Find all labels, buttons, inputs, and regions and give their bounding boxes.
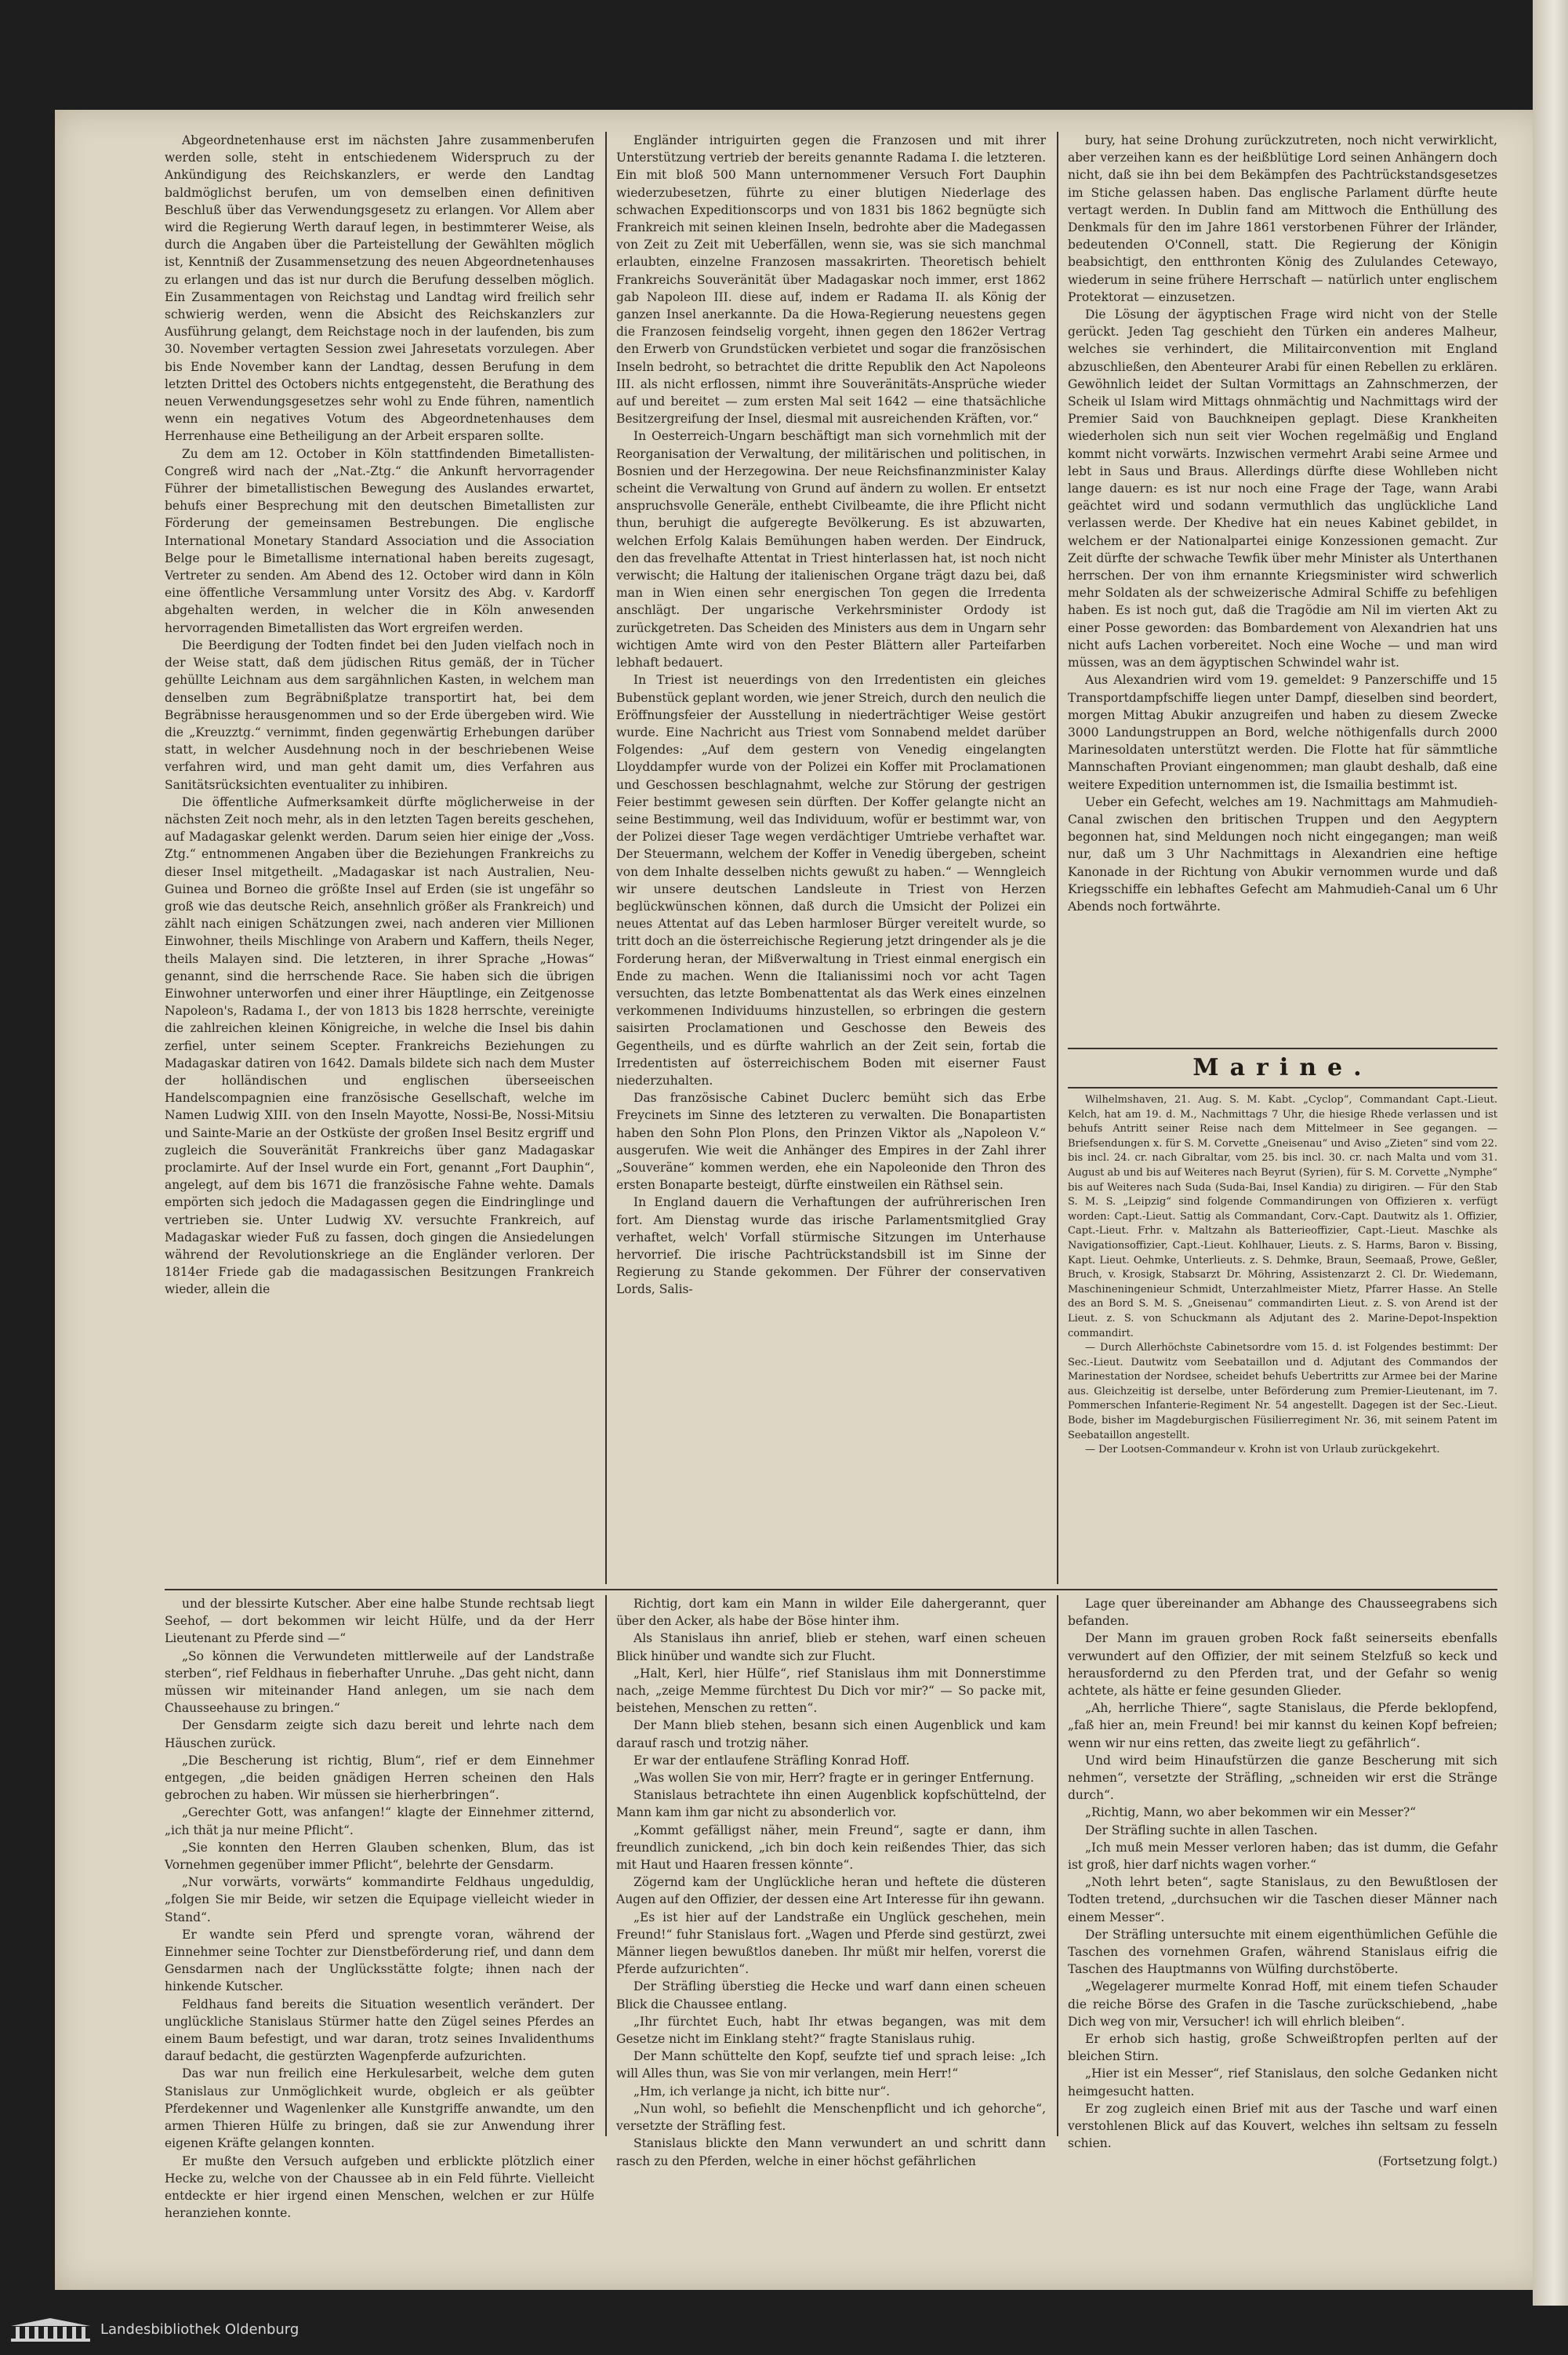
library-footer-bar — [0, 2306, 1568, 2355]
news-column-2 — [616, 132, 1046, 1584]
marine-top-rule — [1068, 1048, 1497, 1049]
paragraph: „Wegelagerer murmelte Konrad Hoff, mit einem tiefen Schauder die reiche Börse des Grafen in die Tasche zurückschiebend, „habe Dich weg von mir, Versucher! ich will ehrlich bleiben“. — [1068, 1979, 1497, 2029]
paragraph: und der blessirte Kutscher. Aber eine halbe Stunde rechtsab liegt Seehof, — dort bekommen wir leicht Hülfe, und da der Herr Lieutenant zu Pferde sind —“ — [165, 1597, 594, 1646]
paragraph: „So können die Verwundeten mittlerweile auf der Landstraße sterben“, rief Feldhaus in fieberhafter Unruhe. „Das geht nicht, dann müssen wir miteinander Hand anlegen, um sie nach dem Chausseehause zu bringen.“ — [165, 1648, 594, 1716]
paragraph: (Fortsetzung folgt.) — [1377, 2153, 1497, 2168]
paragraph: „Halt, Kerl, hier Hülfe“, rief Stanislaus ihm mit Donnerstimme nach, „zeige Memme fürchtest Du Dich vor mir?“ — So packe mit, beistehen, Menschen zu retten“. — [616, 1666, 1046, 1716]
paragraph: Die Beerdigung der Todten findet bei den Juden vielfach noch in der Weise statt, daß dem jüdischen Ritus gemäß, der in Tücher gehüllte Leichnam aus dem sargähnlichen Kasten, in welchem man denselben zum Begräbnißplatze transportirt hat, bei dem Begräbnisse herausgenommen und so der Erde übergeben wird. Wie die „Kreuzztg.“ vernimmt, finden gegenwärtig Erhebungen darüber statt, in welcher Ausdehnung noch in der beschriebenen Weise verfahren wird, und man geht damit um, dies Verfahren aus Sanitätsrücksichten eventualiter zu inhibiren. — [165, 638, 594, 792]
paragraph: „Die Bescherung ist richtig, Blum“, rief er dem Einnehmer entgegen, „die beiden gnädigen Herren scheinen den Hals gebrochen zu haben. Wir müssen sie hierherbringen“. — [165, 1753, 594, 1803]
paragraph: Das französische Cabinet Duclerc bemüht sich das Erbe Freycinets im Sinne des letzteren zu verwalten. Die Bonapartisten haben den Sohn Plon Plons, den Prinzen Viktor als „Napoleon V.“ ausgerufen. Wie weit die Anhänger des Empires in der Zahl ihrer „Souveräne“ kommen werden, ehe ein Napoleonide den Thron des ersten Bonaparte besteigt, dürfte einstweilen ein Räthsel sein. — [616, 1091, 1046, 1193]
paragraph: „Noth lehrt beten“, sagte Stanislaus, zu den Bewußtlosen der Todten tretend, „durchsuchen wir die Taschen dieser Männer nach einem Messer“. — [1068, 1875, 1497, 1924]
paragraph: Die öffentliche Aufmerksamkeit dürfte möglicherweise in der nächsten Zeit noch mehr, als in den letzten Tagen bereits geschehen, auf Madagaskar gelenkt werden. Darum seien hier einige der „Voss. Ztg.“ entnommenen Angaben über die Beziehungen Frankreichs zu dieser Insel mitgetheilt. „Madagaskar ist nach Australien, Neu-Guinea und Borneo die größte Insel auf Erden (sie ist ungefähr so groß wie das deutsche Reich, ansehnlich größer als Frankreich) und zählt nach einigen Schätzungen zwei, nach anderen vier Millionen Einwohner, theils Mischlinge von Arabern und Kaffern, theils Neger, theils Malayen sind. Die letzteren, in ihrer Sprache „Howas“ genannt, sind die herrschende Race. Sie haben sich die übrigen Einwohner unterworfen und einer ihrer Häuptlinge, ein Zeitgenosse Napoleon's, Radama I., der von 1813 bis 1828 herrschte, vereinigte die zahlreichen kleinen Königreiche, in welche die Insel bis dahin zerfiel, unter seinem Scepter. Frankreichs Beziehungen zu Madagaskar datiren von 1642. Damals bildete sich nach dem Muster der holländischen und englischen überseeischen Handelscompagnien eine französische Gesellschaft, welche im Namen Ludwig XIII. von den Inseln Mayotte, Nossi-Be, Nossi-Mitsiu und Sainte-Marie an der Ostküste der großen Insel Besitz ergriff und zugleich die Souveränität Frankreichs über ganz Madagaskar proclamirte. Auf der Insel wurde ein Fort, genannt „Fort Dauphin“, angelegt, auf dem bis 1671 die französische Fahne wehte. Damals empörten sich jedoch die Madagassen gegen die Eindringlinge und vertrieben sie. Unter Ludwig XV. versuchte Frankreich, auf Madagaskar wieder Fuß zu fassen, doch gingen die Ansiedelungen während der Revolutionskriege an die Engländer verloren. Der 1814er Friede gab die madagassischen Besitzungen Frankreich wieder, allein die — [165, 794, 594, 1297]
paragraph: In Oesterreich-Ungarn beschäftigt man sich vornehmlich mit der Reorganisation der Verwaltung, der militärischen und politischen, in Bosnien und der Herzegowina. Der neue Reichsfinanzminister Kalay scheint die Verwaltung von Grund auf ändern zu wollen. Er entsetzt anspruchsvolle Generäle, enthebt Civilbeamte, die ihre Pflicht nicht thun, beruhigt die aufgeregte Bevölkerung. Es ist abzuwarten, welchen Erfolg Kalais Bemühungen haben werden. Der Eindruck, den das frevelhafte Attentat in Triest hinterlassen hat, ist noch nicht verwischt; die Haltung der italienischen Organe trägt dazu bei, daß man in Wien einen sehr energischen Ton gegen die Irredenta anschlägt. Der ungarische Verkehrsminister Ordody ist zurückgetreten. Das Scheiden des Ministers aus dem in Ungarn sehr wichtigen Amte wird von den Pester Blättern aller Parteifarben lebhaft bedauert. — [616, 429, 1046, 671]
paragraph: Die Lösung der ägyptischen Frage wird nicht von der Stelle gerückt. Jeden Tag geschieht den Türken ein anderes Malheur, welches sie verhindert, die Militairconvention mit England abzuschließen, den Abenteurer Arabi für einen Rebellen zu erklären. Gewöhnlich leidet der Sultan Vormittags an Zahnschmerzen, der Scheik ul Islam wird Mittags ohnmächtig und Nachmittags wird der Premier Said von Bauchkneipen geplagt. Diese Krankheiten wiederholen sich nun seit vier Wochen regelmäßig und England kommt nicht vorwärts. Inzwischen vermehrt Arabi seine Armee und lebt in Saus und Braus. Allerdings dürfte diese Wohlleben nicht lange dauern: es ist nur noch eine Frage der Tage, wann Arabi geächtet wird und sodann vermuthlich das unglückliche Land verlassen werde. Der Khedive hat ein neues Kabinet gebildet, in welchem er der Nationalpartei einige Konzessionen gemacht. Zur Zeit dürfte der schwache Tewfik über mehr Minister als Unterthanen herrschen. Der von ihm ernannte Kriegsminister wird schwerlich mehr Soldaten als der schweizerische Admiral Schiffe zu befehligen haben. Es ist noch gut, daß die Tragödie am Nil im vierten Akt zu einer Posse geworden: das Bombardement von Alexandrien hat uns nicht aufs Lachen vorbereitet. Noch eine Woche — und man wird müssen, was an dem ägyptischen Schwindel wahr ist. — [1068, 307, 1497, 671]
paragraph: „Kommt gefälligst näher, mein Freund“, sagte er dann, ihm freundlich zunickend, „ich bin doch kein reißendes Thier, das sich mit Haut und Haaren fressen könnte“. — [616, 1823, 1046, 1873]
marine-news-column — [1068, 1093, 1497, 1584]
paragraph: Er wandte sein Pferd und sprengte voran, während der Einnehmer seine Tochter zur Dienstbeförderung rief, und dann dem Gensdarmen nach der Unglücksstätte folgte; ihnen nach der hinkende Kutscher. — [165, 1927, 594, 1994]
library-building-icon — [9, 2317, 92, 2343]
page-edge-strip — [1533, 0, 1568, 2355]
paragraph: Wilhelmshaven, 21. Aug. S. M. Kabt. „Cyclop“, Commandant Capt.-Lieut. Kelch, hat am 19. d. M., Nachmittags 7 Uhr, die hiesige Rhede verlassen und ist behufs Antritt seiner Reise nach dem Mittelmeer in See gegangen. — Briefsendungen x. für S. M. Corvette „Gneisenau“ und Aviso „Zieten“ sind vom 22. bis incl. 24. cr. nach Gibraltar, vom 25. bis incl. 30. cr. nach Malta und vom 31. August ab und bis auf Weiteres nach Beyrut (Syrien), für S. M. Corvette „Nymphe“ bis auf Weiteres nach Suda (Suda-Bai, Insel Kandia) zu dirigiren. — Für den Stab S. M. S. „Leipzig“ sind folgende Commandirungen von Offizieren x. verfügt worden: Capt.-Lieut. Sattig als Commandant, Corv.-Capt. Dautwitz als 1. Offizier, Capt.-Lieut. Frhr. v. Maltzahn als Batterieoffizier, Capt.-Lieut. Maschke als Navigationsoffizier, Capt.-Lieut. Kohlhauer, Lieuts. z. S. Harms, Baron v. Bissing, Kapt. Lieut. Oehmke, Unterlieuts. z. S. Dehmke, Braun, Seemaaß, Prowe, Geßler, Bruch, v. Krosigk, Stabsarzt Dr. Möhring, Assistenzarzt 2. Cl. Dr. Wiedemann, Maschineningenieur Schmidt, Unterzahlmeister Mietz, Pfarrer Hasse. An Stelle des an Bord S. M. S. „Gneisenau“ commandirten Lieut. z. S. von Arend ist der Lieut. z. S. von Schuckmann als Adjutant des 2. Marine-Depot-Inspektion commandirt. — [1068, 1094, 1497, 1339]
paragraph: — Der Lootsen-Commandeur v. Krohn ist von Urlaub zurückgekehrt. — [1085, 1444, 1440, 1456]
column-rule — [1057, 132, 1058, 1584]
paragraph: „Es ist hier auf der Landstraße ein Unglück geschehen, mein Freund!“ fuhr Stanislaus fort. „Wagen und Pferde sind gestürzt, zwei Männer liegen bewußtlos daneben. Ihr müßt mir helfen, vorerst die Pferde aufzurichten“. — [616, 1910, 1046, 1977]
paragraph: „Sie konnten den Herren Glauben schenken, Blum, das ist Vornehmen gegenüber immer Pflicht“, belehrte der Gensdarm. — [165, 1840, 594, 1873]
paragraph: Der Mann schüttelte den Kopf, seufzte tief und sprach leise: „Ich will Alles thun, was Sie von mir verlangen, mein Herr!“ — [616, 2049, 1046, 2081]
column-rule — [605, 1595, 607, 2136]
paragraph: Der Mann im grauen groben Rock faßt seinerseits ebenfalls verwundert auf den Offizier, der mit seinem Stelzfuß so keck und herausfordernd zu den Pferden trat, und der Gefahr so wenig achtete, als hätte er feine gesunden Glieder. — [1068, 1631, 1497, 1699]
paragraph: „Hm, ich verlange ja nicht, ich bitte nur“. — [633, 2084, 891, 2099]
paragraph: Stanislaus blickte den Mann verwundert an und schritt dann rasch zu den Pferden, welche in einer höchst gefährlichen — [616, 2136, 1046, 2168]
news-column-1 — [165, 132, 594, 1584]
paragraph: Der Sträfling suchte in allen Taschen. — [1085, 1823, 1318, 1837]
marine-heading: Marine. — [1192, 1054, 1373, 1081]
paragraph: „Was wollen Sie von mir, Herr? fragte er in geringer Entfernung. — [633, 1771, 1034, 1786]
paragraph: „Hier ist ein Messer“, rief Stanislaus, den solche Gedanken nicht heimgesucht hatten. — [1068, 2066, 1497, 2099]
column-rule — [1057, 1595, 1058, 2136]
news-column-3 — [1068, 132, 1497, 1041]
paragraph: „Nun wohl, so befiehlt die Menschenpflicht und ich gehorche“, versetzte der Sträfling fest. — [616, 2101, 1046, 2134]
feuilleton-column-1 — [165, 1595, 594, 2221]
paragraph: Zögernd kam der Unglückliche heran und heftete die düsteren Augen auf den Offizier, der dessen eine Art Interesse für ihn gewann. — [616, 1875, 1046, 1907]
paragraph: Zu dem am 12. October in Köln stattfindenden Bimetallisten-Congreß wird nach der „Nat.-Ztg.“ die Ankunft hervorragender Führer der bimetallistischen Bewegung des Auslandes erwartet, behufs einer Besprechung mit den deutschen Bimetallisten zur Förderung der gemeinsamen Bestrebungen. Die englische International Monetary Standard Association und die Association Belge pour le Bimetallisme international haben bereits zugesagt, Vertreter zu senden. Am Abend des 12. October wird dann in Köln eine öffentliche Versammlung unter Vorsitz des Abg. v. Kardorff abgehalten werden, in welcher die in Köln anwesenden hervorragenden Bimetallisten das Wort ergreifen werden. — [165, 446, 594, 635]
feuilleton-separator — [165, 1589, 1497, 1590]
paragraph: „Ah, herrliche Thiere“, sagte Stanislaus, die Pferde beklopfend, „faß hier an, mein Freund! bei mir kannst du keinen Kopf befreien; wenn wir nur eins retten, das zweite liegt zu gefährlich“. — [1068, 1701, 1497, 1750]
paragraph: In Triest ist neuerdings von den Irredentisten ein gleiches Bubenstück geplant worden, wie jener Streich, durch den neulich die Eröffnungsfeier der Ausstellung in niederträchtiger Weise gestört wurde. Eine Nachricht aus Triest vom Sonnabend meldet darüber Folgendes: „Auf dem gestern von Venedig eingelangten Lloyddampfer wurde von der Polizei ein Koffer mit Proclamationen und Geschossen beschlagnahmt, welche zur Störung der gestrigen Feier bestimmt gewesen sein dürften. Der Koffer gelangte nicht an seine Bestimmung, weil das Individuum, wofür er bestimmt war, von der Polizei dieser Tage wegen verdächtiger Umtriebe verhaftet war. Der Steuermann, welchem der Koffer in Venedig übergeben, scheint von dem Inhalte desselben nichts gewußt zu haben.“ — Wenngleich wir unsere deutschen Landsleute in Triest von Herzen beglückwünschen können, daß durch die Umsicht der Polizei ein neues Attentat auf das Leben harmloser Bürger vereitelt wurde, so tritt doch an die österreichische Regierung jetzt dringender als je die Forderung heran, der Mißverwaltung in Triest einmal energisch ein Ende zu machen. Wenn die Italianissimi noch vor acht Tagen versuchten, das letzte Bombenattentat als das Werk eines einzelnen verkommenen Individuums hinzustellen, so erbringen die gestern saisirten Proclamationen und Geschosse den Beweis des Gegentheils, und es dürfte wahrlich an der Zeit sein, fortab die Irredentisten auf österreichischem Boden mit eiserner Faust niederzuhalten. — [616, 673, 1046, 1088]
paragraph: Er erhob sich hastig, große Schweißtropfen perlten auf der bleichen Stirn. — [1068, 2032, 1497, 2064]
column-rule — [605, 132, 607, 1584]
paragraph: Der Sträfling überstieg die Hecke und warf dann einen scheuen Blick die Chaussee entlang. — [616, 1979, 1046, 2012]
paragraph: Der Mann blieb stehen, besann sich einen Augenblick und kam darauf rasch und trotzig näher. — [616, 1718, 1046, 1750]
paragraph: Und wird beim Hinaufstürzen die ganze Bescherung mit sich nehmen“, versetzte der Sträfling, „schneiden wir erst die Stränge durch“. — [1068, 1753, 1497, 1803]
feuilleton-column-3 — [1068, 1595, 1497, 2168]
paragraph: Der Sträfling untersuchte mit einem eigenthümlichen Gefühle die Taschen des vornehmen Grafen, während Stanislaus eifrig die Taschen des Hauptmanns von Wülfing durchstöberte. — [1068, 1927, 1497, 1977]
paragraph: Lage quer übereinander am Abhange des Chausseegrabens sich befanden. — [1068, 1597, 1497, 1629]
paragraph: Das war nun freilich eine Herkulesarbeit, welche dem guten Stanislaus zur Unmöglichkeit wurde, obgleich er als geübter Pferdekenner und Wagenlenker alle Kunstgriffe anwandte, um den armen Thieren Hülfe zu bringen, daß sie zur Anwendung ihrer eigenen Kräfte gelangen konnten. — [165, 2066, 594, 2151]
paragraph: — Durch Allerhöchste Cabinetsordre vom 15. d. ist Folgendes bestimmt: Der Sec.-Lieut. Dautwitz vom Seebataillon und d. Adjutant des Commandos der Marinestation der Nordsee, scheidet behufs Uebertritts zur Armee bei der Marine aus. Gleichzeitig ist derselbe, unter Beförderung zum Premier-Lieutenant, im 7. Pommerschen Infanterie-Regiment Nr. 54 angestellt. Dagegen ist der Sec.-Lieut. Bode, bisher im Magdeburgischen Füsilierregiment Nr. 36, mit seinem Patent im Seebataillon angestellt. — [1068, 1342, 1497, 1441]
library-name: Landesbibliothek Oldenburg — [100, 2321, 299, 2338]
paragraph: Als Stanislaus ihn anrief, blieb er stehen, warf einen scheuen Blick hinüber und wandte sich zur Flucht. — [616, 1631, 1046, 1663]
paragraph: Er war der entlaufene Sträfling Konrad Hoff. — [633, 1753, 910, 1768]
paragraph: Richtig, dort kam ein Mann in wilder Eile dahergerannt, quer über den Acker, als habe der Böse hinter ihm. — [616, 1597, 1046, 1629]
paragraph: Ueber ein Gefecht, welches am 19. Nachmittags am Mahmudieh-Canal zwischen den britischen Truppen und den Aegyptern begonnen hat, sind Meldungen noch nicht eingegangen; man weiß nur, daß um 3 Uhr Nachmittags in Alexandrien eine heftige Kanonade in der Richtung von Abukir vernommen wurde und daß Kriegsschiffe ein lebhaftes Gefecht am Mahmudieh-Canal um 6 Uhr Abends noch fortwährte. — [1068, 794, 1497, 914]
paragraph: „Ihr fürchtet Euch, habt Ihr etwas begangen, was mit dem Gesetze nicht im Einklang steht?“ fragte Stanislaus ruhig. — [616, 2014, 1046, 2047]
marine-heading-rule — [1068, 1087, 1497, 1088]
paragraph: Engländer intriguirten gegen die Franzosen und mit ihrer Unterstützung vertrieb der bereits genannte Radama I. die letzteren. Ein mit bloß 500 Mann unternommener Versuch Fort Dauphin wiederzubesetzen, führte zu einer blutigen Niederlage des schwachen Expeditionscorps und von 1831 bis 1862 begnügte sich Frankreich mit seinen kleinen Inseln, bedrohte aber die Madegassen von Zeit zu Zeit mit Ueberfällen, wenn sie, was sie sich manchmal erlaubten, einzelne Franzosen massakrirten. Theoretisch behielt Frankreichs Souveränität über Madagaskar noch immer, erst 1862 gab Napoleon III. diese auf, indem er Radama II. als König der ganzen Insel anerkannte. Da die Howa-Regierung neuestens gegen die Franzosen feindselig vorgeht, ihnen gegen den 1862er Vertrag den Erwerb von Grundstücken verbietet und sogar die französischen Inseln bedroht, so betrachtet die dritte Republik den Act Napoleons III. als nicht erflossen, nimmt ihre Souveränitäts-Ansprüche wieder auf und bereitet — zum ersten Mal seit 1642 — eine thatsächliche Besitzergreifung der Insel, diesmal mit ausreichenden Kräften, vor.“ — [616, 133, 1046, 427]
paragraph: „Richtig, Mann, wo aber bekommen wir ein Messer?“ — [1085, 1805, 1417, 1820]
paragraph: In England dauern die Verhaftungen der aufrührerischen Iren fort. Am Dienstag wurde das irische Parlamentsmitglied Gray verhaftet, welch' Vorfall stürmische Sitzungen im Unterhause hervorrief. Die irische Pachtrückstandsbill ist im Sinne der Regierung zu Stande gekommen. Der Führer der conservativen Lords, Salis- — [616, 1195, 1046, 1297]
paragraph: Der Gensdarm zeigte sich dazu bereit und lehrte nach dem Häuschen zurück. — [165, 1718, 594, 1750]
paragraph: „Ich muß mein Messer verloren haben; das ist dumm, die Gefahr ist groß, hier darf nichts wagen vorher.“ — [1068, 1840, 1497, 1873]
paragraph: „Gerechter Gott, was anfangen!“ klagte der Einnehmer zitternd, „ich thät ja nur meine Pflicht“. — [165, 1805, 594, 1837]
paragraph: Er zog zugleich einen Brief mit aus der Tasche und warf einen verstohlenen Blick auf das Kouvert, welches ihn seltsam zu fesseln schien. — [1068, 2101, 1497, 2151]
paragraph: Aus Alexandrien wird vom 19. gemeldet: 9 Panzerschiffe und 15 Transportdampfschiffe liegen unter Dampf, dieselben sind beordert, morgen Mittag Abukir anzugreifen und haben zu diesem Zwecke 3000 Landungstruppen an Bord, welche nöthigenfalls durch 2000 Marinesoldaten unterstützt werden. Die Flotte hat für sämmtliche Mannschaften Proviant eingenommen; man glaubt deshalb, daß eine weitere Expedition unternommen ist, die Ismailia bestimmt ist. — [1068, 673, 1497, 792]
paragraph: „Nur vorwärts, vorwärts“ kommandirte Feldhaus ungeduldig, „folgen Sie mir Beide, wir setzen die Equipage vielleicht wieder in Stand“. — [165, 1875, 594, 1924]
paragraph: Stanislaus betrachtete ihn einen Augenblick kopfschüttelnd, der Mann kam ihm gar nicht zu absonderlich vor. — [616, 1788, 1046, 1820]
paragraph: Abgeordnetenhause erst im nächsten Jahre zusammenberufen werden solle, steht in entschiedenem Widerspruch zu der Ankündigung des Reichskanzlers, er werde den Landtag baldmöglichst berufen, um von demselben einen definitiven Beschluß über das Verwendungsgesetz zu erlangen. Vor Allem aber wird die Regierung Werth darauf legen, in bestimmterer Weise, als durch die Angaben über die Parteistellung der Gewählten möglich ist, Kenntniß der Zusammensetzung des neuen Abgeordnetenhauses zu erlangen und das ist nur durch die Berufung desselben möglich. Ein Zusammentagen von Reichstag und Landtag wird freilich sehr schwierig werden, wenn die Absicht des Reichskanzlers zur Ausführung gelangt, dem Reichstage noch in der laufenden, bis zum 30. November vertagten Session zwei Jahresetats vorzulegen. Aber bis Ende November kann der Landtag, dessen Berufung in dem letzten Drittel des Octobers nichts entgegensteht, die Berathung des neuen Verwendungsgesetzes sehr wohl zu Ende führen, namentlich wenn ein negatives Votum des Abgeordnetenhauses dem Herrenhause eine Betheiligung an der Arbeit ersparen sollte. — [165, 133, 594, 444]
feuilleton-column-2 — [616, 1595, 1046, 2168]
paragraph: Er mußte den Versuch aufgeben und erblickte plötzlich einer Hecke zu, welche von der Chaussee ab in ein Feld führte. Vielleicht entdeckte er hier irgend einen Menschen, welchen er zur Hülfe heranziehen konnte. — [165, 2153, 594, 2221]
paragraph: bury, hat seine Drohung zurückzutreten, noch nicht verwirklicht, aber verzeihen kann es der heißblütige Lord seinen Anhängern doch nicht, daß sie ihn bei dem Bekämpfen des Pachtrückstandsgesetzes im Stiche gelassen haben. Das englische Parlament dürfte heute vertagt werden. In Dublin fand am Mittwoch die Enthüllung des Denkmals für den im Jahre 1861 verstorbenen Führer der Irländer, bedeutenden O'Connell, statt. Die Regierung der Königin beabsichtigt, den entthronten König des Zululandes Cetewayo, wiederum in seine frühere Herrschaft — natürlich unter englischem Protektorat — einzusetzen. — [1068, 133, 1497, 304]
paragraph: Feldhaus fand bereits die Situation wesentlich verändert. Der unglückliche Stanislaus Stürmer hatte den Zügel seines Pferdes an einem Baum befestigt, und war daran, trotz seines Invalidenthums darauf bedacht, die gestürzten Wagenpferde aufzurichten. — [165, 1997, 594, 2064]
